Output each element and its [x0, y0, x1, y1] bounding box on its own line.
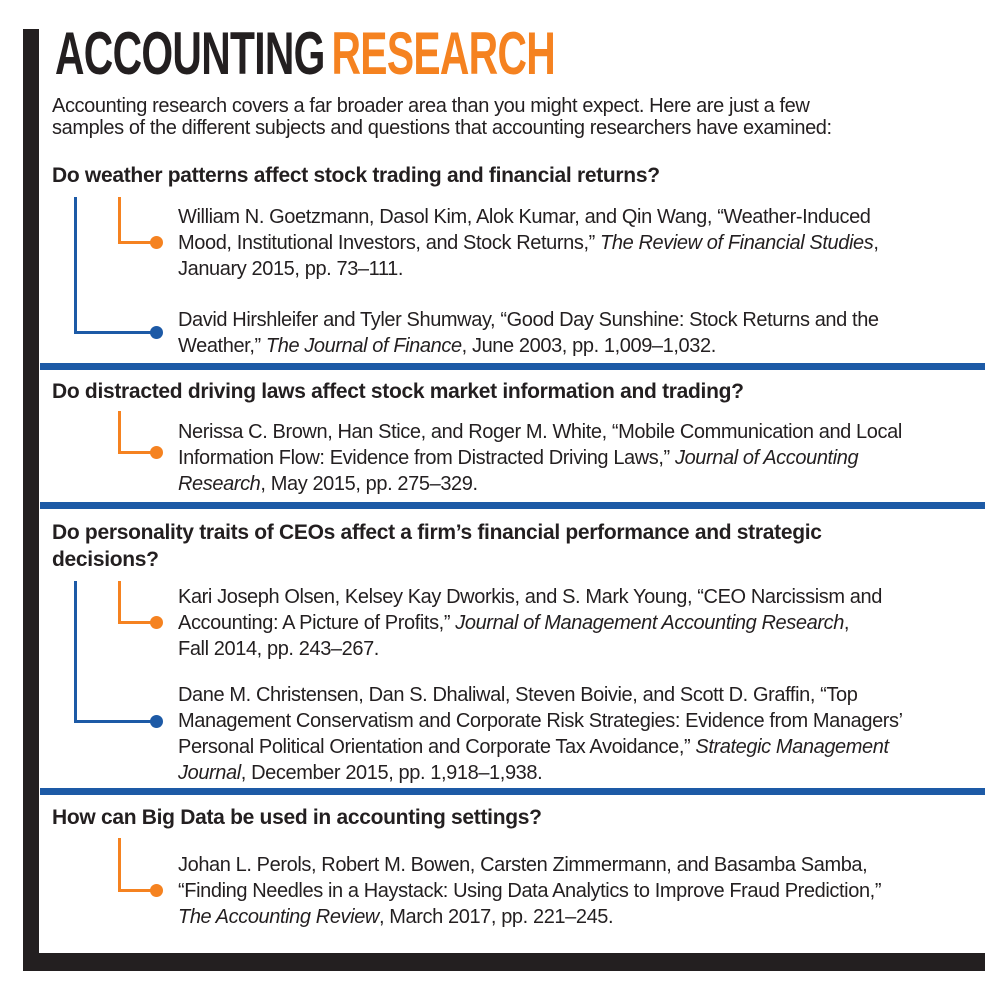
- citation-brown: Nerissa C. Brown, Han Stice, and Roger M. White, “Mobile Communication and Local Information Flow: Evidence from Distracted Driving Laws,” Journal of Accounting Research, May 2015, pp. 275–329.: [178, 421, 902, 495]
- citation-goetzmann: William N. Goetzmann, Dasol Kim, Alok Kumar, and Qin Wang, “Weather-Induced Mood, Institutional Investors, and Stock Returns,” The Review of Financial Studies, January 2015, pp. 73–111.: [178, 206, 879, 280]
- bottom-border-bar: [23, 953, 985, 971]
- citation-bullet-dot: [150, 326, 163, 339]
- tree-line-horizontal: [118, 241, 154, 244]
- citation-bullet-dot: [150, 236, 163, 249]
- citation-bullet-dot: [150, 884, 163, 897]
- section-divider: [40, 788, 985, 795]
- tree-line-horizontal: [118, 451, 154, 454]
- tree-line-horizontal: [74, 720, 154, 723]
- tree-line-vertical: [74, 197, 77, 334]
- citation-olsen: Kari Joseph Olsen, Kelsey Kay Dworkis, and S. Mark Young, “CEO Narcissism and Accounting: A Picture of Profits,” Journal of Management Accounting Research, Fall 2014, pp. 243–267.: [178, 586, 882, 660]
- citation-hirshleifer: David Hirshleifer and Tyler Shumway, “Good Day Sunshine: Stock Returns and the Weather,” The Journal of Finance, June 2003, pp. 1,009–1,032.: [178, 309, 879, 357]
- tree-line-horizontal: [118, 889, 154, 892]
- tree-line-vertical: [118, 838, 121, 892]
- intro-text: Accounting research covers a far broader area than you might expect. Here are just a few samples of the different subjects and questions that accounting researchers have examined:: [52, 95, 832, 139]
- section-question-ceo-personality: Do personality traits of CEOs affect a firm’s financial performance and strategic decisions?: [52, 521, 822, 571]
- section-divider: [40, 363, 985, 370]
- tree-line-vertical: [74, 581, 77, 723]
- tree-line-vertical: [118, 411, 121, 454]
- section-divider: [40, 502, 985, 509]
- section-question-distracted-driving: Do distracted driving laws affect stock market information and trading?: [52, 380, 744, 403]
- citation-bullet-dot: [150, 715, 163, 728]
- page-title: [55, 20, 556, 87]
- citation-christensen: Dane M. Christensen, Dan S. Dhaliwal, Steven Boivie, and Scott D. Graffin, “Top Management Conservatism and Corporate Risk Strategies: Evidence from Managers’ Personal Political Orientation and Corporate Tax Avoidance,” Strategic Management Journal, December 2015, pp. 1,918–1,938.: [178, 684, 903, 784]
- page-title-accounting: ACCOUNTING: [55, 20, 325, 87]
- tree-line-vertical: [118, 197, 121, 244]
- tree-line-vertical: [118, 581, 121, 624]
- citation-perols: Johan L. Perols, Robert M. Bowen, Carsten Zimmermann, and Basamba Samba, “Finding Needles in a Haystack: Using Data Analytics to Improve Fraud Prediction,” The Accounting Review, March 2017, pp. 221–245.: [178, 854, 882, 928]
- page-title-research: RESEARCH: [331, 20, 556, 87]
- section-question-weather: Do weather patterns affect stock trading and financial returns?: [52, 164, 660, 187]
- citation-bullet-dot: [150, 616, 163, 629]
- tree-line-horizontal: [118, 621, 154, 624]
- section-question-big-data: How can Big Data be used in accounting settings?: [52, 806, 542, 829]
- tree-line-horizontal: [74, 331, 154, 334]
- citation-bullet-dot: [150, 446, 163, 459]
- left-border-bar: [23, 29, 39, 971]
